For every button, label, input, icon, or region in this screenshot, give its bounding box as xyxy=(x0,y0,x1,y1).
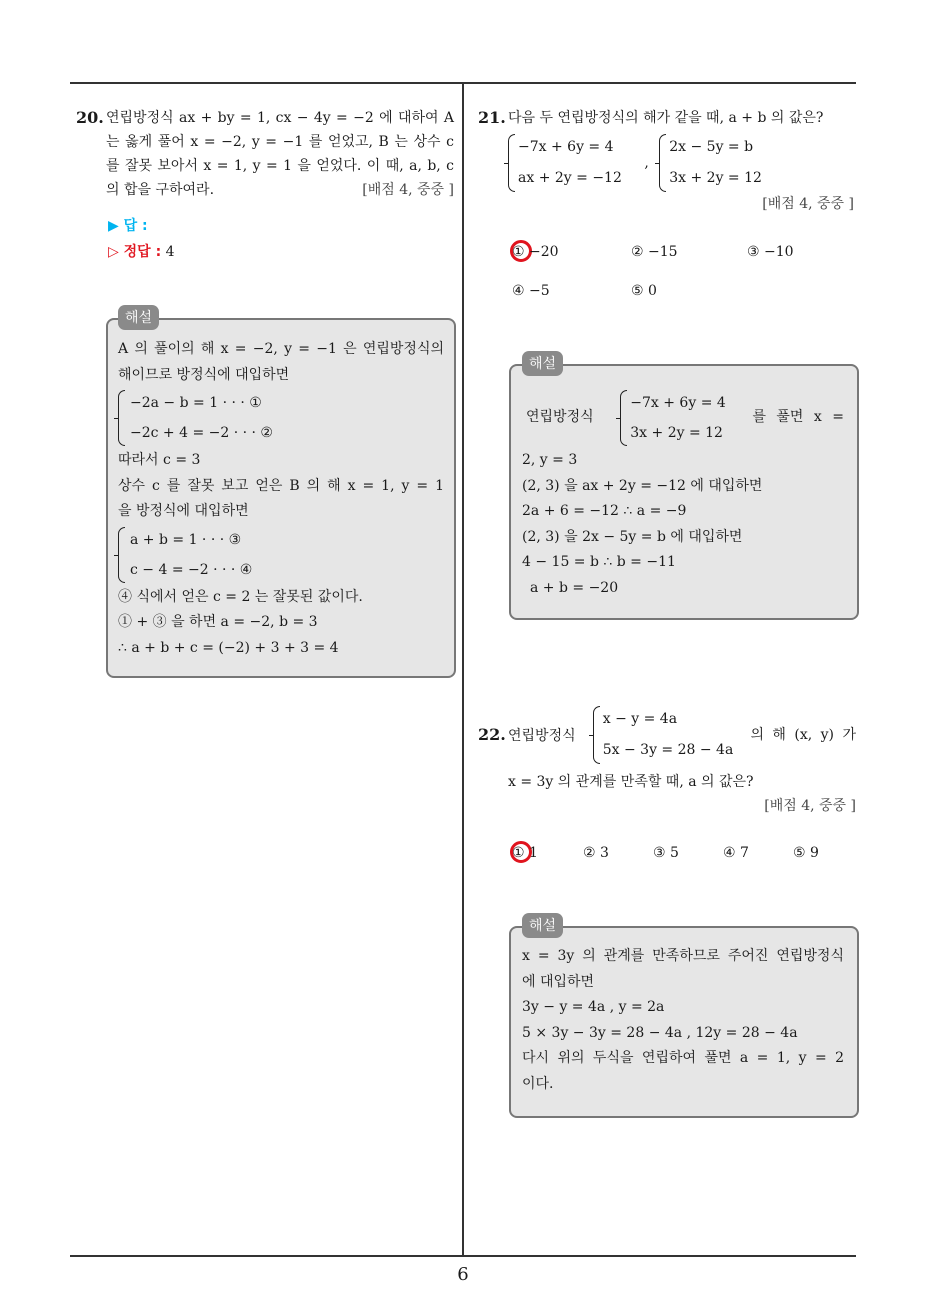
choice-3[interactable]: ③ −10 xyxy=(747,244,794,260)
solution-tag: 해설 xyxy=(118,305,159,330)
question-20 xyxy=(76,106,454,202)
equation-system xyxy=(593,704,734,766)
score-label: [배점 4, 중중 ] xyxy=(764,798,856,814)
solution-line: 를 풀면 x = xyxy=(752,409,844,426)
solution-line: ∴ a + b + c = (−2) + 3 + 3 = 4 xyxy=(118,639,339,656)
equation: 2x − 5y = b xyxy=(669,139,754,155)
solution-line: 이다. xyxy=(522,1075,554,1092)
question-text-line: 의 합을 구하여라. xyxy=(106,182,215,198)
solution-line: ① + ③ 을 하면 a = −2, b = 3 xyxy=(118,614,318,630)
correct-answer-line xyxy=(108,240,175,264)
equation-system xyxy=(118,388,273,448)
question-text-line: 는 옳게 풀어 x = −2, y = −1 를 얻었고, B 는 상수 c xyxy=(106,134,454,150)
answer-label: ▶ 답 : xyxy=(108,218,148,234)
solution-line: 2, y = 3 xyxy=(522,452,578,468)
question-number: 20. xyxy=(76,108,104,127)
equation-system-b xyxy=(659,132,762,194)
choice-1[interactable]: ① 1 xyxy=(512,845,538,861)
question-text-line: 연립방정식 ax + by = 1, cx − 4y = −2 에 대하여 A xyxy=(106,110,454,126)
solution-line: 2a + 6 = −12 ∴ a = −9 xyxy=(522,503,687,519)
question-22 xyxy=(478,704,856,818)
equation-system xyxy=(118,525,252,585)
solution-tag: 해설 xyxy=(522,351,563,376)
equation: −7x + 6y = 4 xyxy=(518,139,614,155)
question-text: x = 3y 의 관계를 만족할 때, a 의 값은? xyxy=(508,774,754,790)
solution-line: 다시 위의 두식을 연립하여 풀면 a = 1, y = 2 xyxy=(522,1050,844,1066)
equation: 5x − 3y = 28 − 4a xyxy=(602,742,734,758)
score-label: [배점 4, 중중 ] xyxy=(362,182,454,198)
equation-system xyxy=(620,388,726,448)
equation: 3x + 2y = 12 xyxy=(669,170,762,186)
question-text: 연립방정식 xyxy=(508,727,576,744)
solution-line: ④ 식에서 얻은 c = 2 는 잘못된 값이다. xyxy=(118,588,363,605)
brace-icon xyxy=(593,706,600,764)
solution-body-21 xyxy=(522,388,844,601)
solution-line: 상수 c 를 잘못 보고 얻은 B 의 해 x = 1, y = 1 xyxy=(118,477,444,494)
equation: −2a − b = 1 · · · ① xyxy=(130,395,262,411)
solution-line: 연립방정식 xyxy=(526,409,594,426)
equation: a + b = 1 · · · ③ xyxy=(130,531,242,548)
solution-line: A 의 풀이의 해 x = −2, y = −1 은 연립방정식의 xyxy=(118,341,444,357)
choice-3[interactable]: ③ 5 xyxy=(653,845,679,861)
page-number: 6 xyxy=(457,1264,469,1285)
score-label: [배점 4, 중중 ] xyxy=(762,196,854,212)
choice-5[interactable]: ⑤ 0 xyxy=(631,283,657,299)
choice-5[interactable]: ⑤ 9 xyxy=(793,845,819,861)
question-text-line: 를 잘못 보아서 x = 1, y = 1 을 얻었다. 이 때, a, b, c xyxy=(106,158,454,174)
brace-icon xyxy=(118,527,125,583)
brace-icon xyxy=(620,390,627,446)
choice-4[interactable]: ④ −5 xyxy=(512,283,550,299)
solution-line: 을 방정식에 대입하면 xyxy=(118,503,249,519)
equation: −7x + 6y = 4 xyxy=(630,395,726,411)
solution-line: 3y − y = 4a , y = 2a xyxy=(522,999,665,1015)
choice-4[interactable]: ④ 7 xyxy=(723,845,749,861)
question-number: 22. xyxy=(478,724,506,744)
solution-line: a + b = −20 xyxy=(530,579,619,596)
brace-icon xyxy=(508,134,515,192)
solution-line: 따라서 c = 3 xyxy=(118,452,201,468)
question-21 xyxy=(478,106,854,216)
question-number: 21. xyxy=(478,108,506,127)
solution-line: 4 − 15 = b ∴ b = −11 xyxy=(522,554,676,570)
equation: x − y = 4a xyxy=(602,711,678,727)
equation-system-a xyxy=(508,132,622,194)
brace-icon xyxy=(118,390,125,446)
equation: ax + 2y = −12 xyxy=(518,170,622,186)
equation: 3x + 2y = 12 xyxy=(630,425,723,441)
question-text: 다음 두 연립방정식의 해가 같을 때, a + b 의 값은? xyxy=(508,110,824,126)
equation: c − 4 = −2 · · · ④ xyxy=(130,561,253,578)
correct-answer-label: ▷ 정답 : xyxy=(108,244,162,260)
solution-line: (2, 3) 을 2x − 5y = b 에 대입하면 xyxy=(522,528,743,545)
solution-body-22 xyxy=(522,944,844,1097)
bottom-rule xyxy=(70,1255,856,1257)
solution-body-20 xyxy=(118,337,444,661)
solution-line: x = 3y 의 관계를 만족하므로 주어진 연립방정식 xyxy=(522,948,844,964)
solution-line: 에 대입하면 xyxy=(522,973,595,990)
separator: , xyxy=(644,155,649,171)
column-divider xyxy=(462,82,464,1257)
choice-1[interactable]: ① −20 xyxy=(512,244,559,260)
brace-icon xyxy=(659,134,666,192)
choice-2[interactable]: ② −15 xyxy=(631,244,678,260)
solution-line: 해이므로 방정식에 대입하면 xyxy=(118,366,290,383)
correct-answer-value: 4 xyxy=(165,244,175,260)
solution-tag: 해설 xyxy=(522,913,563,938)
question-text: 의 해 (x, y) 가 xyxy=(750,727,856,743)
equation: −2c + 4 = −2 · · · ② xyxy=(130,425,273,441)
solution-line: (2, 3) 을 ax + 2y = −12 에 대입하면 xyxy=(522,477,763,494)
solution-line: 5 × 3y − 3y = 28 − 4a , 12y = 28 − 4a xyxy=(522,1024,798,1041)
choice-2[interactable]: ② 3 xyxy=(583,845,609,861)
answer-line xyxy=(108,214,148,238)
